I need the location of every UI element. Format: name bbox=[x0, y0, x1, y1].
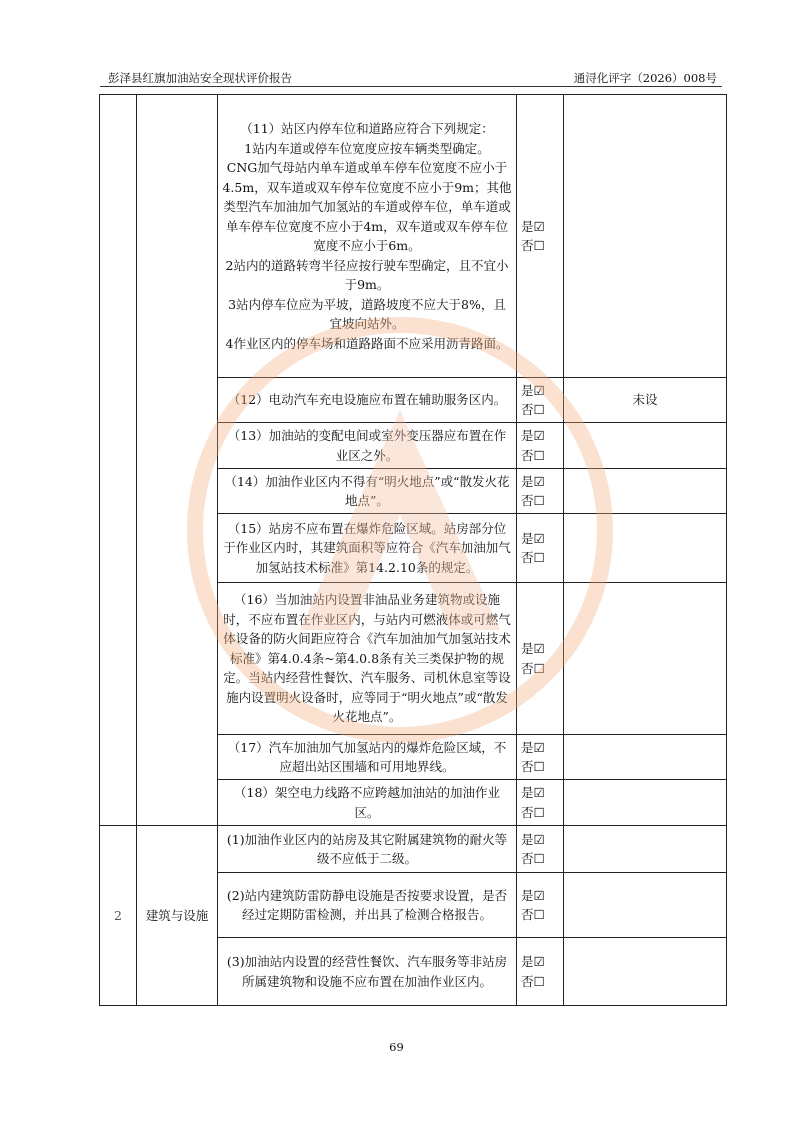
no-checkbox[interactable]: 否☐ bbox=[521, 851, 545, 866]
no-checkbox[interactable]: 否☐ bbox=[521, 973, 545, 989]
note-cell bbox=[564, 735, 727, 780]
item-line: （12）电动汽车充电设施应布置在辅助服务区内。 bbox=[227, 392, 507, 408]
note-cell bbox=[564, 469, 727, 514]
check-cell bbox=[517, 514, 564, 583]
yes-checkbox[interactable]: 是☑ bbox=[521, 382, 545, 398]
note-cell bbox=[564, 583, 727, 735]
no-checkbox[interactable]: 否☐ bbox=[521, 907, 545, 922]
check-cell bbox=[517, 95, 564, 378]
check-cell bbox=[517, 826, 564, 873]
check-cell bbox=[517, 938, 564, 1006]
no-checkbox[interactable]: 否☐ bbox=[521, 550, 545, 565]
no-checkbox[interactable]: 否☐ bbox=[521, 804, 545, 820]
item-line: (1)加油作业区内的站房及其它附属建筑物的耐火等级不应低于二级。 bbox=[226, 831, 508, 866]
item-text bbox=[218, 423, 517, 469]
item-line: （18）架空电力线路不应跨越加油站的加油作业区。 bbox=[234, 785, 500, 820]
number-cell-empty bbox=[100, 95, 137, 826]
check-cell bbox=[517, 469, 564, 514]
table-row bbox=[100, 826, 727, 873]
item-line: （17）汽车加油加气加氢站内的爆炸危险区域，不应超出站区围墙和可用地界线。 bbox=[227, 739, 507, 774]
page-number: 69 bbox=[389, 1040, 404, 1054]
item-line: (2)站内建筑防雷防静电设施是否按要求设置，是否经过定期防雷检测，并出具了检测合格报告。 bbox=[226, 887, 508, 922]
yes-checkbox[interactable]: 是☑ bbox=[521, 428, 545, 443]
yes-checkbox[interactable]: 是☑ bbox=[521, 831, 545, 847]
item-line: 3站内停车位应为平坡，道路坡度不应大于8%，且宜坡向站外。 bbox=[228, 296, 506, 331]
check-cell bbox=[517, 583, 564, 735]
item-line: （11）站区内停车位和道路应符合下列规定： bbox=[240, 121, 494, 136]
item-text bbox=[218, 873, 517, 938]
item-line: (3)加油站内设置的经营性餐饮、汽车服务等非站房所属建筑物和设施不应布置在加油作业区内。 bbox=[226, 954, 508, 989]
item-text bbox=[218, 514, 517, 583]
check-cell bbox=[517, 378, 564, 423]
no-checkbox[interactable]: 否☐ bbox=[521, 660, 545, 676]
item-line: （14）加油作业区内不得有“明火地点”或“散发火花地点”。 bbox=[224, 473, 510, 508]
yes-checkbox[interactable]: 是☑ bbox=[521, 785, 545, 800]
evaluation-table bbox=[99, 94, 727, 1006]
item-text bbox=[218, 469, 517, 514]
check-cell bbox=[517, 735, 564, 780]
no-checkbox[interactable]: 否☐ bbox=[521, 447, 545, 463]
item-text bbox=[218, 378, 517, 423]
yes-checkbox[interactable]: 是☑ bbox=[521, 473, 545, 489]
item-line: 1站内车道或停车位宽度应按车辆类型确定。 bbox=[244, 140, 490, 156]
note-cell bbox=[564, 873, 727, 938]
yes-checkbox[interactable]: 是☑ bbox=[521, 218, 545, 234]
item-line: 4作业区内的停车场和道路路面不应采用沥青路面。 bbox=[225, 335, 509, 351]
item-text bbox=[218, 780, 517, 826]
section-category: 建筑与设施 bbox=[137, 826, 218, 1006]
header-doc-number: 通浔化评字（2026）008号 bbox=[573, 71, 717, 85]
item-text bbox=[218, 938, 517, 1006]
check-cell bbox=[517, 423, 564, 469]
item-line: CNG加气母站内单车道或单车停车位宽度不应小于4.5m，双车道或双车停车位宽度不应小于9m；其他类型汽车加油加气加氢站的车道或停车位，单车道或单车停车位宽度不应小于4m，双车道或双车停车位宽度不应小于6m。 bbox=[222, 160, 512, 253]
category-cell-empty bbox=[137, 95, 218, 826]
header-title: 彭泽县红旗加油站安全现状评价报告 bbox=[108, 71, 292, 85]
note-cell bbox=[564, 780, 727, 826]
note-cell bbox=[564, 95, 727, 378]
no-checkbox[interactable]: 否☐ bbox=[521, 493, 545, 508]
note-cell bbox=[564, 423, 727, 469]
yes-checkbox[interactable]: 是☑ bbox=[521, 887, 545, 903]
note-cell bbox=[564, 938, 727, 1006]
item-text bbox=[218, 826, 517, 873]
check-cell bbox=[517, 780, 564, 826]
note-cell bbox=[564, 826, 727, 873]
table-row bbox=[100, 95, 727, 378]
no-checkbox[interactable]: 否☐ bbox=[521, 402, 545, 417]
yes-checkbox[interactable]: 是☑ bbox=[521, 739, 545, 755]
section-number: 2 bbox=[100, 826, 137, 1006]
yes-checkbox[interactable]: 是☑ bbox=[521, 641, 545, 656]
item-line: 2站内的道路转弯半径应按行驶车型确定，且不宜小于9m。 bbox=[225, 257, 509, 292]
item-line: （16）当加油站内设置非油品业务建筑物或设施时，不应布置在作业区内，与站内可燃液体或可燃气体设备的防火间距应符合《汽车加油加气加氢站技术标准》第4.0.4条~第4.0.8条有关三类保护物的规定。当站内经营性餐饮、汽车服务、司机休息室等设施内设置明火设备时，应等同于“明火地点”或“散发火花地点”。 bbox=[223, 592, 511, 725]
item-line: （13）加油站的变配电间或室外变压器应布置在作业区之外。 bbox=[227, 428, 507, 463]
note-cell: 未设 bbox=[564, 378, 727, 423]
yes-checkbox[interactable]: 是☑ bbox=[521, 530, 545, 546]
item-text bbox=[218, 735, 517, 780]
yes-checkbox[interactable]: 是☑ bbox=[521, 954, 545, 969]
item-text bbox=[218, 583, 517, 735]
check-cell bbox=[517, 873, 564, 938]
item-line: （15）站房不应布置在爆炸危险区域。站房部分位于作业区内时，其建筑面积等应符合《汽车加油加气加氢站技术标准》第14.2.10条的规定。 bbox=[223, 520, 511, 575]
no-checkbox[interactable]: 否☐ bbox=[521, 238, 545, 253]
header-rule bbox=[100, 86, 722, 87]
no-checkbox[interactable]: 否☐ bbox=[521, 759, 545, 774]
note-cell bbox=[564, 514, 727, 583]
item-text bbox=[218, 95, 517, 378]
